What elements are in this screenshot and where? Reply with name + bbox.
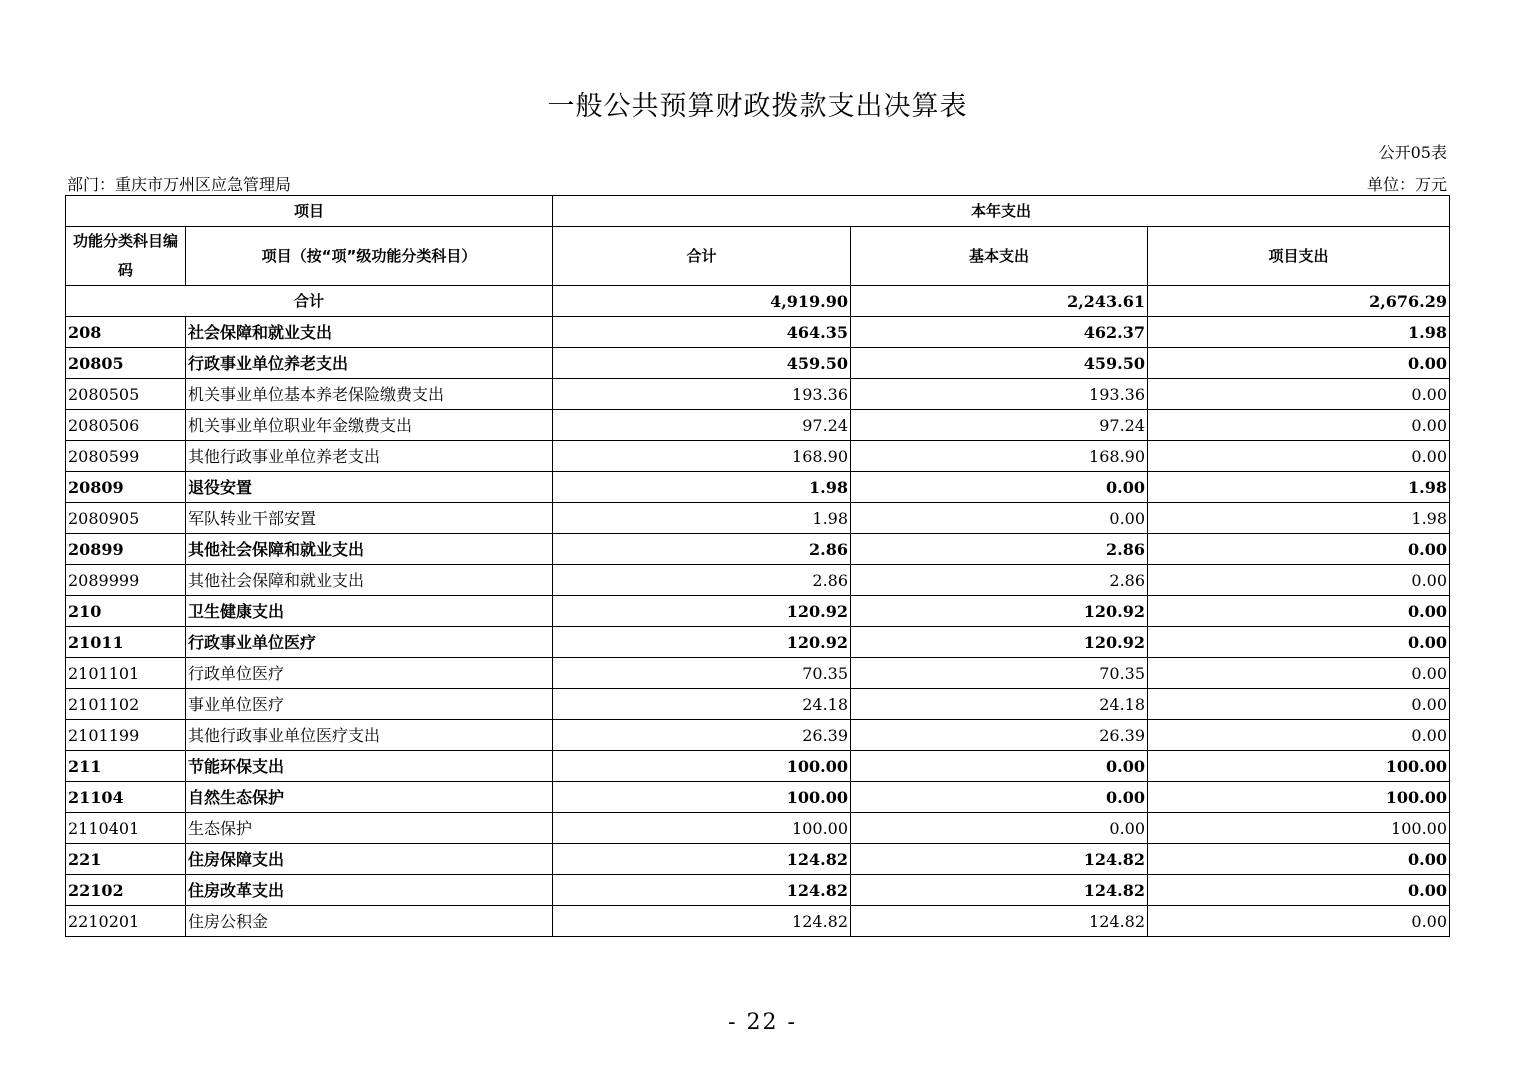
table-row: [66, 751, 1450, 782]
cell-basic: 462.37: [851, 317, 1148, 348]
cell-code: 211: [66, 751, 186, 782]
cell-total: 168.90: [553, 441, 851, 472]
cell-code: 2210201: [66, 906, 186, 937]
cell-basic: 0.00: [851, 782, 1148, 813]
header-item: 项目（按“项”级功能分类科目）: [186, 227, 553, 286]
cell-basic: 120.92: [851, 596, 1148, 627]
total-basic: 2,243.61: [851, 286, 1148, 317]
table-row: [66, 317, 1450, 348]
cell-code: 2080506: [66, 410, 186, 441]
table-row: [66, 503, 1450, 534]
cell-basic: 70.35: [851, 658, 1148, 689]
cell-code: 2101101: [66, 658, 186, 689]
table-row: [66, 844, 1450, 875]
cell-basic: 97.24: [851, 410, 1148, 441]
cell-total: 1.98: [553, 503, 851, 534]
form-number: 公开05表: [1378, 143, 1447, 162]
page-title: 一般公共预算财政拨款支出决算表: [547, 91, 968, 122]
cell-code: 21011: [66, 627, 186, 658]
cell-project: 100.00: [1148, 782, 1450, 813]
page-number: - 22 -: [728, 1010, 797, 1035]
header-row-top: [66, 196, 1450, 227]
cell-total: 100.00: [553, 782, 851, 813]
cell-code: 2110401: [66, 813, 186, 844]
cell-basic: 24.18: [851, 689, 1148, 720]
cell-project: 0.00: [1148, 534, 1450, 565]
cell-total: 124.82: [553, 844, 851, 875]
total-label: 合计: [66, 286, 553, 317]
cell-code: 20899: [66, 534, 186, 565]
table-row: [66, 348, 1450, 379]
cell-name: 行政事业单位医疗: [186, 627, 553, 658]
department-label: 部门：重庆市万州区应急管理局: [67, 175, 292, 194]
cell-name: 其他行政事业单位医疗支出: [186, 720, 553, 751]
cell-name: 住房公积金: [186, 906, 553, 937]
table-row: [66, 658, 1450, 689]
cell-project: 100.00: [1148, 751, 1450, 782]
cell-name: 住房保障支出: [186, 844, 553, 875]
cell-name: 行政单位医疗: [186, 658, 553, 689]
cell-total: 459.50: [553, 348, 851, 379]
cell-code: 22102: [66, 875, 186, 906]
cell-name: 机关事业单位基本养老保险缴费支出: [186, 379, 553, 410]
cell-code: 20805: [66, 348, 186, 379]
cell-project: 0.00: [1148, 627, 1450, 658]
table-row: [66, 782, 1450, 813]
cell-name: 机关事业单位职业年金缴费支出: [186, 410, 553, 441]
cell-total: 100.00: [553, 813, 851, 844]
cell-basic: 2.86: [851, 565, 1148, 596]
table-row: [66, 379, 1450, 410]
total-project: 2,676.29: [1148, 286, 1450, 317]
cell-basic: 168.90: [851, 441, 1148, 472]
cell-code: 2080599: [66, 441, 186, 472]
cell-project: 0.00: [1148, 844, 1450, 875]
cell-project: 1.98: [1148, 472, 1450, 503]
cell-total: 193.36: [553, 379, 851, 410]
header-basic: 基本支出: [851, 227, 1148, 286]
cell-project: 100.00: [1148, 813, 1450, 844]
cell-code: 2080505: [66, 379, 186, 410]
cell-project: 0.00: [1148, 379, 1450, 410]
cell-code: 20809: [66, 472, 186, 503]
header-total: 合计: [553, 227, 851, 286]
header-current-year: 本年支出: [553, 196, 1450, 227]
cell-total: 24.18: [553, 689, 851, 720]
cell-basic: 124.82: [851, 875, 1148, 906]
table-row: [66, 627, 1450, 658]
cell-name: 其他社会保障和就业支出: [186, 534, 553, 565]
cell-name: 军队转业干部安置: [186, 503, 553, 534]
cell-basic: 0.00: [851, 472, 1148, 503]
cell-code: 208: [66, 317, 186, 348]
cell-code: 2101199: [66, 720, 186, 751]
cell-basic: 26.39: [851, 720, 1148, 751]
unit-label: 单位：万元: [1366, 175, 1447, 194]
table-row: [66, 813, 1450, 844]
table-row: [66, 534, 1450, 565]
table-row: [66, 689, 1450, 720]
cell-name: 社会保障和就业支出: [186, 317, 553, 348]
table-row: [66, 565, 1450, 596]
cell-project: 0.00: [1148, 410, 1450, 441]
cell-basic: 124.82: [851, 844, 1148, 875]
header-code: 功能分类科目编码: [66, 227, 186, 286]
cell-total: 120.92: [553, 596, 851, 627]
cell-total: 97.24: [553, 410, 851, 441]
table-row: [66, 472, 1450, 503]
cell-total: 120.92: [553, 627, 851, 658]
cell-code: 2080905: [66, 503, 186, 534]
table-row: [66, 410, 1450, 441]
expenditure-table: [65, 195, 1450, 937]
total-row: [66, 286, 1450, 317]
cell-code: 21104: [66, 782, 186, 813]
cell-total: 26.39: [553, 720, 851, 751]
cell-name: 节能环保支出: [186, 751, 553, 782]
table-row: [66, 906, 1450, 937]
cell-total: 1.98: [553, 472, 851, 503]
table-row: [66, 596, 1450, 627]
cell-basic: 2.86: [851, 534, 1148, 565]
cell-project: 0.00: [1148, 906, 1450, 937]
cell-project: 0.00: [1148, 720, 1450, 751]
cell-project: 0.00: [1148, 565, 1450, 596]
cell-name: 其他社会保障和就业支出: [186, 565, 553, 596]
header-row-columns: [66, 227, 1450, 286]
table-row: [66, 441, 1450, 472]
cell-project: 0.00: [1148, 596, 1450, 627]
cell-basic: 193.36: [851, 379, 1148, 410]
cell-basic: 0.00: [851, 813, 1148, 844]
cell-name: 行政事业单位养老支出: [186, 348, 553, 379]
cell-project: 1.98: [1148, 317, 1450, 348]
cell-name: 生态保护: [186, 813, 553, 844]
table-row: [66, 720, 1450, 751]
cell-total: 100.00: [553, 751, 851, 782]
cell-name: 事业单位医疗: [186, 689, 553, 720]
cell-basic: 459.50: [851, 348, 1148, 379]
cell-total: 2.86: [553, 534, 851, 565]
cell-project: 0.00: [1148, 348, 1450, 379]
cell-project: 0.00: [1148, 658, 1450, 689]
cell-total: 70.35: [553, 658, 851, 689]
cell-project: 0.00: [1148, 875, 1450, 906]
cell-basic: 120.92: [851, 627, 1148, 658]
cell-total: 2.86: [553, 565, 851, 596]
table-row: [66, 875, 1450, 906]
cell-code: 2089999: [66, 565, 186, 596]
cell-name: 退役安置: [186, 472, 553, 503]
cell-total: 124.82: [553, 875, 851, 906]
header-project-exp: 项目支出: [1148, 227, 1450, 286]
cell-code: 2101102: [66, 689, 186, 720]
cell-name: 自然生态保护: [186, 782, 553, 813]
total-total: 4,919.90: [553, 286, 851, 317]
cell-project: 1.98: [1148, 503, 1450, 534]
cell-basic: 0.00: [851, 503, 1148, 534]
cell-total: 464.35: [553, 317, 851, 348]
header-project: 项目: [66, 196, 553, 227]
cell-project: 0.00: [1148, 689, 1450, 720]
cell-basic: 0.00: [851, 751, 1148, 782]
cell-project: 0.00: [1148, 441, 1450, 472]
cell-total: 124.82: [553, 906, 851, 937]
cell-basic: 124.82: [851, 906, 1148, 937]
cell-code: 221: [66, 844, 186, 875]
cell-name: 住房改革支出: [186, 875, 553, 906]
cell-code: 210: [66, 596, 186, 627]
cell-name: 卫生健康支出: [186, 596, 553, 627]
cell-name: 其他行政事业单位养老支出: [186, 441, 553, 472]
